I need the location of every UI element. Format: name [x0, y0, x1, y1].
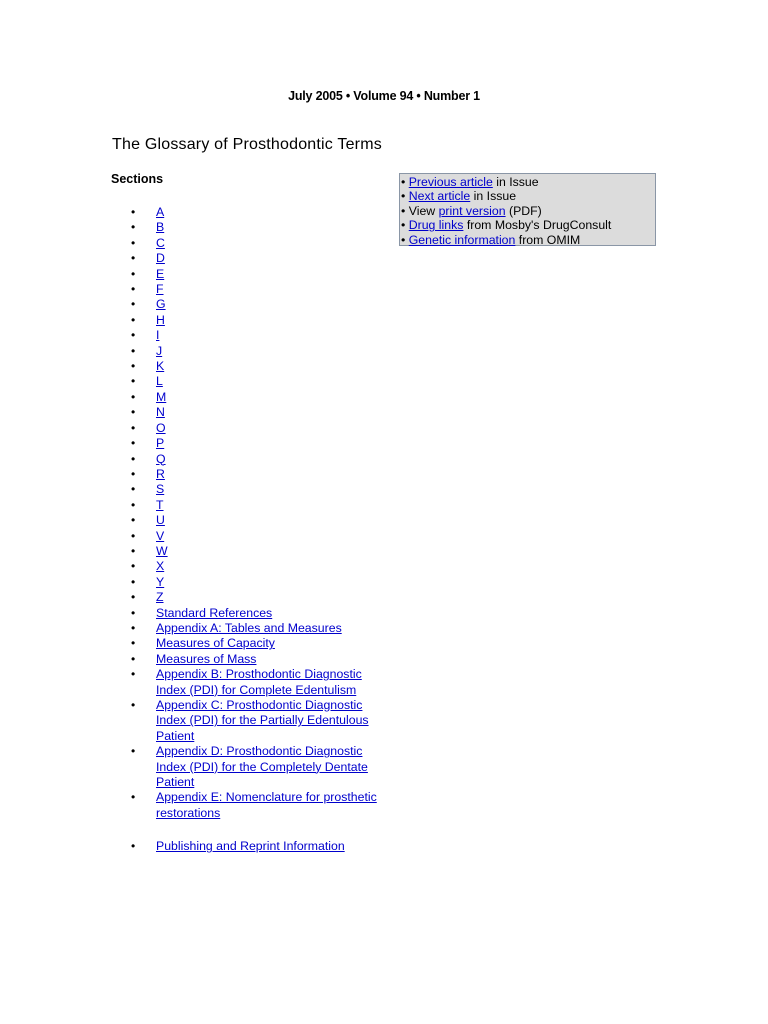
bullet: • [131, 451, 136, 466]
bullet: • [131, 620, 136, 635]
issue-info: July 2005 • Volume 94 • Number 1 [288, 89, 480, 103]
section-link-appendix-d-prosthodontic-diagnostic-index-pdi-for-the-completely-dentate-patient[interactable]: Appendix D: Prosthodontic Diagnostic Index (PDI) for the Completely Dentate Patient [156, 744, 368, 790]
next-article-row: • Next article in Issue [401, 189, 517, 204]
bullet: • [131, 497, 136, 512]
section-list-item [0, 482, 388, 497]
section-link-v[interactable]: V [156, 528, 165, 543]
drug-links-row: • Drug links from Mosby's DrugConsult [401, 218, 612, 233]
section-link-k[interactable]: K [156, 359, 165, 374]
bullet: • [131, 482, 136, 497]
bullet: • [131, 651, 136, 666]
section-list-item [0, 220, 388, 235]
section-list-item [0, 529, 388, 544]
section-list-item [0, 436, 388, 451]
section-list-item [0, 251, 388, 266]
section-list-item [0, 405, 388, 420]
article-tools-box [399, 173, 656, 246]
section-link-p[interactable]: P [156, 436, 165, 451]
section-link-appendix-c-prosthodontic-diagnostic-index-pdi-for-the-partially-edentulous-patient[interactable]: Appendix C: Prosthodontic Diagnostic Index (PDI) for the Partially Edentulous Patient [156, 698, 369, 743]
section-list-item [0, 390, 388, 405]
bullet: • [131, 282, 136, 297]
section-link-h[interactable]: H [156, 312, 165, 327]
bullet: • [401, 232, 406, 247]
section-link-o[interactable]: O [156, 420, 166, 435]
bullet: • [131, 436, 136, 451]
bullet: • [131, 220, 136, 235]
print-version-row: • View print version (PDF) [401, 203, 542, 218]
section-link-e[interactable]: E [156, 266, 165, 281]
section-list-item [0, 498, 388, 513]
section-link-a[interactable]: A [156, 205, 165, 219]
section-list-item [0, 544, 388, 559]
section-link-w[interactable]: W [156, 543, 168, 558]
bullet: • [401, 218, 406, 233]
bullet: • [131, 297, 136, 312]
section-link-appendix-b-prosthodontic-diagnostic-index-pdi-for-complete-edentulism[interactable]: Appendix B: Prosthodontic Diagnostic Index (PDI) for Complete Edentulism [156, 667, 362, 697]
section-list-item [0, 374, 388, 389]
section-list-item [0, 467, 388, 482]
section-link-publishing-and-reprint-information[interactable]: Publishing and Reprint Information [156, 839, 345, 854]
bullet: • [131, 312, 136, 327]
section-link-g[interactable]: G [156, 297, 166, 312]
section-link-standard-references[interactable]: Standard References [156, 605, 273, 620]
section-list-item [0, 636, 388, 651]
section-link-d[interactable]: D [156, 251, 165, 266]
section-list-item [0, 606, 388, 621]
bullet: • [131, 790, 136, 805]
section-list-item [0, 297, 388, 312]
genetic-information-row: • Genetic information from OMIM [401, 232, 581, 247]
section-link-appendix-e-nomenclature-for-prosthetic-restorations[interactable]: Appendix E: Nomenclature for prosthetic restorations [156, 790, 377, 820]
bullet: • [131, 205, 136, 219]
bullet: • [131, 528, 136, 543]
section-list-item [0, 667, 388, 698]
section-list-item [0, 313, 388, 328]
section-link-i[interactable]: I [156, 328, 160, 343]
section-link-appendix-a-tables-and-measures[interactable]: Appendix A: Tables and Measures [156, 620, 342, 635]
bullet: • [401, 189, 406, 204]
section-list-item [0, 328, 388, 343]
section-list-item [0, 282, 388, 297]
section-list-item [0, 513, 388, 528]
section-list-item [0, 790, 388, 821]
bullet: • [131, 328, 136, 343]
section-list-item [0, 652, 388, 667]
section-list-item [0, 344, 388, 359]
bullet: • [131, 466, 136, 481]
section-list-item [0, 421, 388, 436]
page-title: The Glossary of Prosthodontic Terms [112, 136, 382, 153]
section-link-s[interactable]: S [156, 482, 165, 497]
bullet: • [131, 605, 136, 620]
bullet: • [131, 559, 136, 574]
print-version-link[interactable]: print version [438, 203, 506, 218]
bullet: • [131, 235, 136, 250]
bullet: • [131, 590, 136, 605]
bullet: • [131, 359, 136, 374]
section-link-l[interactable]: L [156, 374, 163, 389]
bullet: • [131, 636, 136, 651]
section-list-item [0, 267, 388, 282]
section-link-u[interactable]: U [156, 513, 165, 528]
sections-list [0, 205, 400, 855]
bullet: • [131, 266, 136, 281]
previous-article-link[interactable]: Previous article [408, 175, 493, 189]
section-list-item [0, 452, 388, 467]
bullet: • [131, 698, 136, 712]
drug-links-link[interactable]: Drug links [408, 218, 464, 233]
previous-article-row: • Previous article in Issue [401, 175, 539, 189]
section-link-j[interactable]: J [156, 343, 163, 358]
section-list-item [0, 575, 388, 590]
section-link-f[interactable]: F [156, 282, 164, 297]
section-link-b[interactable]: B [156, 220, 165, 235]
bullet: • [131, 343, 136, 358]
section-list-item [0, 621, 388, 636]
bullet: • [131, 374, 136, 389]
section-link-c[interactable]: C [156, 235, 165, 250]
bullet: • [131, 574, 136, 589]
bullet: • [131, 667, 136, 682]
bullet: • [131, 543, 136, 558]
section-list-item [0, 698, 388, 744]
section-link-q[interactable]: Q [156, 451, 166, 466]
next-article-link[interactable]: Next article [408, 189, 471, 204]
genetic-information-link[interactable]: Genetic information [408, 232, 516, 247]
bullet: • [131, 420, 136, 435]
section-list-item [0, 590, 388, 605]
section-link-z[interactable]: Z [156, 590, 164, 605]
section-link-m[interactable]: M [156, 389, 167, 404]
bullet: • [131, 744, 136, 759]
section-link-y[interactable]: Y [156, 574, 165, 589]
section-link-measures-of-mass[interactable]: Measures of Mass [156, 651, 257, 666]
section-link-measures-of-capacity[interactable]: Measures of Capacity [156, 636, 275, 651]
bullet: • [401, 175, 406, 189]
section-link-x[interactable]: X [156, 559, 165, 574]
section-list-item [0, 205, 388, 220]
section-list-item [0, 839, 388, 854]
sections-heading: Sections [111, 172, 164, 186]
bullet: • [131, 389, 136, 404]
section-link-t[interactable]: T [156, 497, 164, 512]
section-list-item [0, 559, 388, 574]
bullet: • [401, 203, 406, 218]
bullet: • [131, 251, 136, 266]
section-link-r[interactable]: R [156, 466, 165, 481]
section-link-n[interactable]: N [156, 405, 165, 420]
bullet: • [131, 405, 136, 420]
section-list-item [0, 236, 388, 251]
bullet: • [131, 839, 136, 854]
section-list-item [0, 359, 388, 374]
bullet: • [131, 513, 136, 528]
section-list-item [0, 744, 388, 790]
